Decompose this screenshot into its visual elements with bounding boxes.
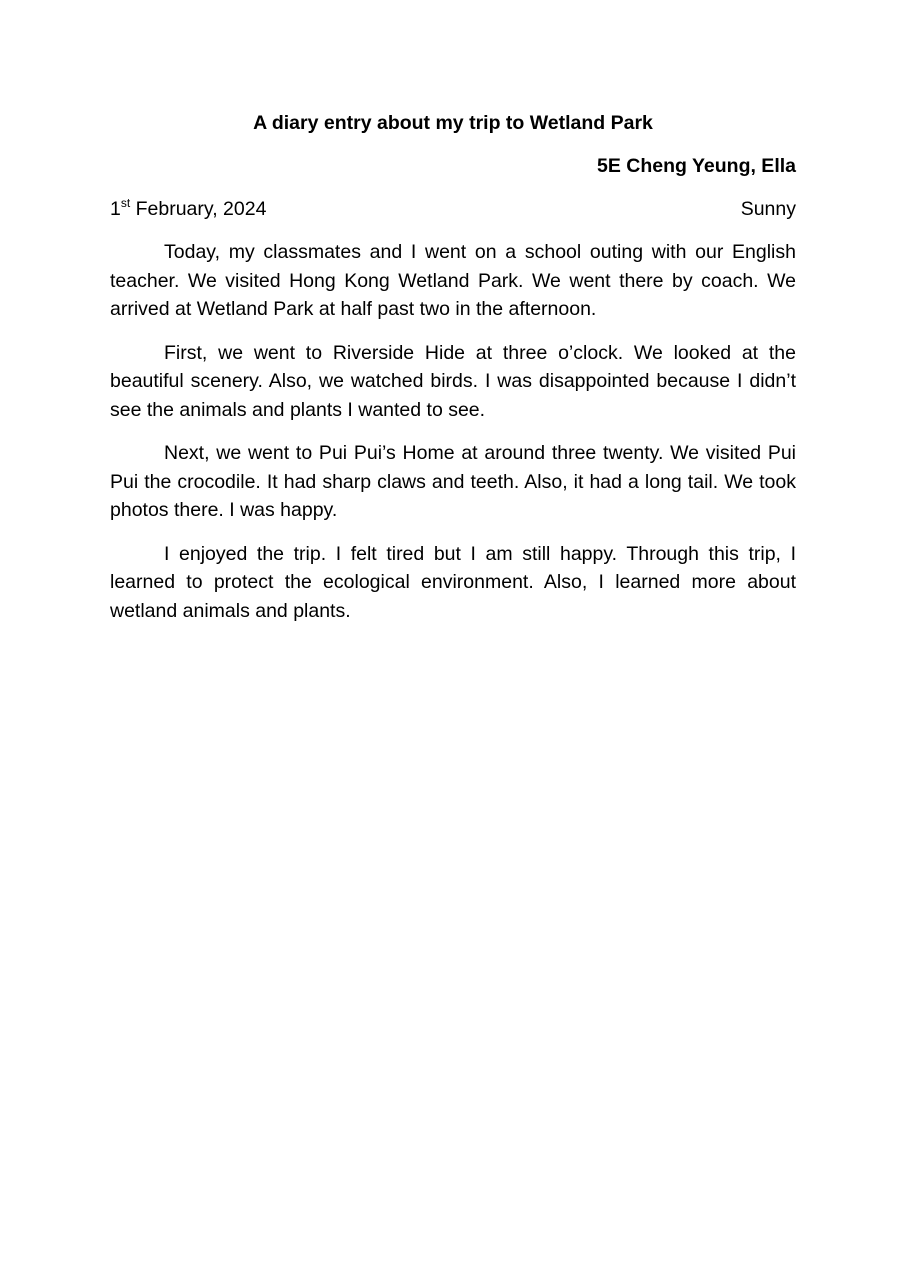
weather-label: Sunny [740,198,796,220]
author-name: 5E Cheng Yeung, Ella [596,155,796,177]
paragraph: I enjoyed the trip. I felt tired but I am still happy. Through this trip, I learned to protect the ecological environment. Also, I learned more about wetland animals and plants. [110,542,796,622]
diary-body [110,238,796,640]
paragraph: Next, we went to Pui Pui’s Home at around three twenty. We visited Pui Pui the crocodile. It had sharp claws and teeth. Also, it had a long tail. We took photos there. I was happy. [110,442,796,521]
entry-date [110,196,266,222]
date-rest: February, 2024 [130,198,267,220]
date-suffix: st [120,195,131,210]
document-title: A diary entry about my trip to Wetland Park [253,112,653,134]
date-weather-row [110,196,796,222]
date-day: 1 [110,198,121,220]
paragraph: Today, my classmates and I went on a school outing with our English teacher. We visited Hong Kong Wetland Park. We went there by coach. We arrived at Wetland Park at half past two in the afternoon. [110,241,796,320]
paragraph: First, we went to Riverside Hide at three o’clock. We looked at the beautiful scenery. Also, we watched birds. I was disappointed because I didn’t see the animals and plants I wanted to see. [110,341,796,421]
